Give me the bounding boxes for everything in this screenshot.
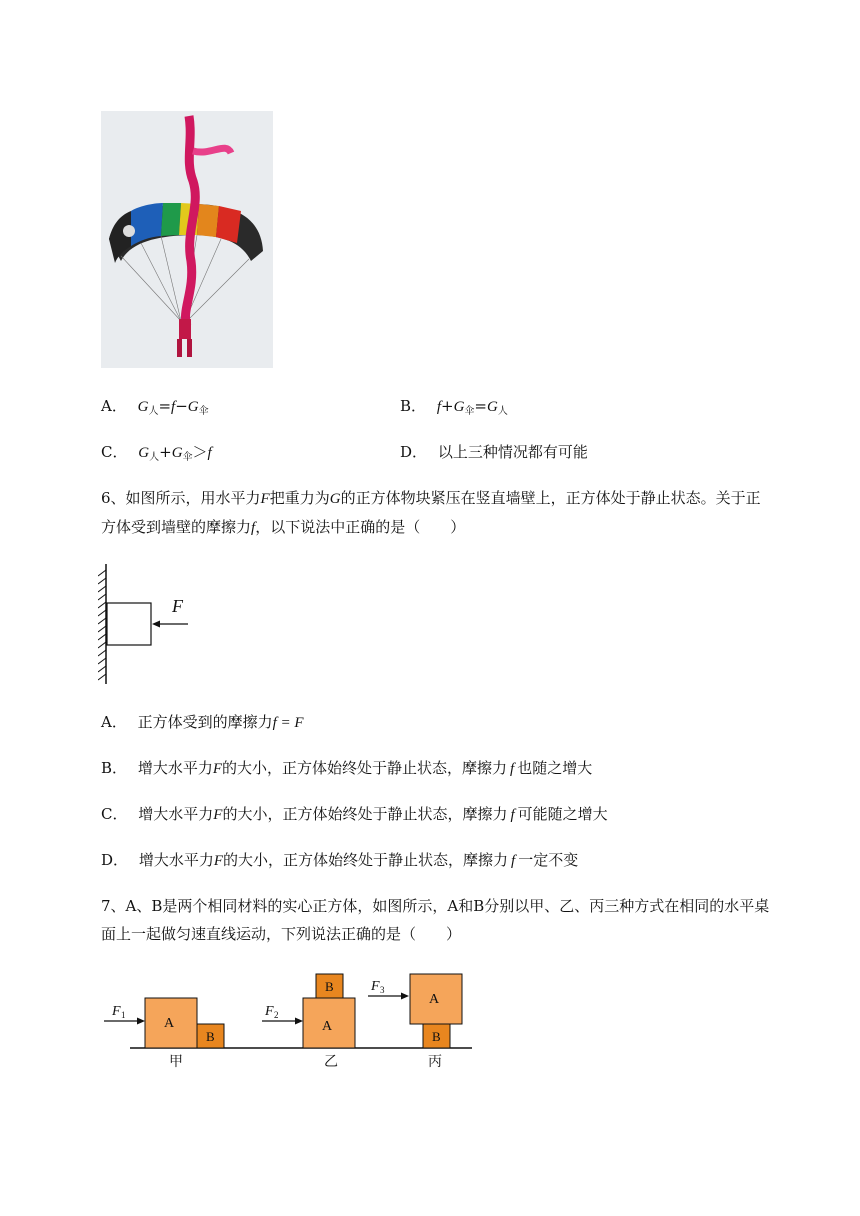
q6-stem-line2: 方体受到墙壁的摩擦力f，以下说法中正确的是（ ） — [101, 518, 466, 536]
parachute-photo — [101, 111, 273, 368]
q5-option-d[interactable]: D． 以上三种情况都有可能 — [400, 443, 588, 461]
q6-wall-block-figure — [98, 562, 198, 688]
q6-option-b[interactable]: B． 增大水平力F的大小，正方体始终处于静止状态，摩擦力 f 也随之增大 — [101, 759, 593, 777]
q5-option-c[interactable]: C． $G_人+G_伞>f$ — [101, 443, 212, 463]
svg-text:乙: 乙 — [324, 1054, 338, 1070]
q6-option-a[interactable]: A． 正方体受到的摩擦力f = F — [101, 713, 304, 731]
svg-text:1: 1 — [121, 1010, 126, 1020]
parachute-illustration — [101, 111, 273, 368]
q5-option-b[interactable]: B． $f+G_伞=G_人$ — [400, 397, 508, 417]
svg-text:B: B — [432, 1029, 441, 1044]
q7-blocks-figure — [100, 968, 480, 1074]
svg-text:A: A — [429, 992, 440, 1007]
svg-text:F: F — [112, 1004, 121, 1019]
setup-jia — [104, 998, 224, 1070]
q5-option-a[interactable]: A． $G_人=f-G_伞$ — [101, 397, 209, 417]
q6-option-d[interactable]: D． 增大水平力F的大小，正方体始终处于静止状态，摩擦力 f 一定不变 — [101, 851, 579, 869]
svg-text:A: A — [322, 1019, 333, 1034]
q7-stem-line2: 面上一起做匀速直线运动，下列说法正确的是（ ） — [101, 925, 462, 943]
svg-text:A: A — [164, 1016, 175, 1031]
svg-text:3: 3 — [380, 985, 385, 995]
setup-bing — [368, 974, 462, 1070]
svg-text:2: 2 — [274, 1010, 279, 1020]
setup-yi — [262, 974, 355, 1070]
svg-text:B: B — [325, 979, 334, 994]
svg-text:F: F — [371, 979, 380, 994]
q6-stem-line1: 6、如图所示，用水平力F把重力为G的正方体物块紧压在竖直墙壁上，正方体处于静止状态。关于正 — [101, 489, 761, 507]
svg-text:F: F — [265, 1004, 274, 1019]
q6-option-c[interactable]: C． 增大水平力F的大小，正方体始终处于静止状态，摩擦力 f 可能随之增大 — [101, 805, 608, 823]
q7-stem-line1: 7、A、B是两个相同材料的实心正方体，如图所示，A和B分别以甲、乙、丙三种方式在相同的水平桌 — [101, 897, 770, 915]
svg-text:丙: 丙 — [428, 1054, 442, 1070]
q6-force-label: F — [172, 596, 183, 616]
svg-text:B: B — [206, 1029, 215, 1044]
svg-text:甲: 甲 — [169, 1054, 183, 1070]
